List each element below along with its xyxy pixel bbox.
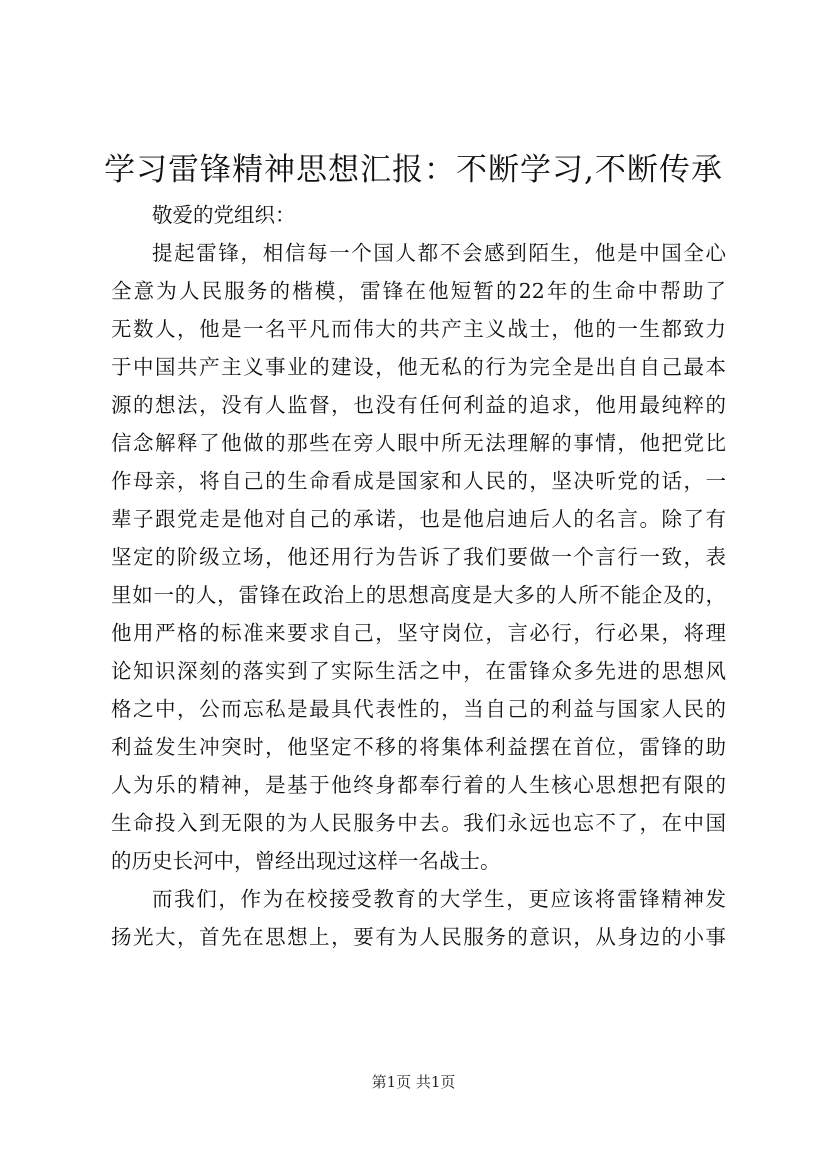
salutation: 敬爱的党组织： [152, 203, 296, 227]
paragraph-line: 他用严格的标准来要求自己，坚守岗位，言必行，行必果，将理 [111, 621, 726, 645]
paragraph-line: 利益发生冲突时，他坚定不移的将集体利益摆在首位，雷锋的助 [111, 735, 726, 759]
paragraph-1 [111, 234, 726, 880]
page-footer [0, 1072, 827, 1092]
paragraph-line: 源的想法，没有人监督，也没有任何利益的追求，他用最纯粹的 [111, 393, 726, 417]
paragraph-line: 辈子跟党走是他对自己的承诺，也是他启迪后人的名言。除了有 [111, 507, 726, 531]
paragraph-line: 无数人，他是一名平凡而伟大的共产主义战士，他的一生都致力 [111, 317, 726, 341]
paragraph-line: 格之中，公而忘私是最具代表性的，当自己的利益与国家人民的 [111, 697, 726, 721]
page-number-label: 第1页 共1页 [371, 1073, 456, 1091]
paragraph-line: 人为乐的精神，是基于他终身都奉行着的人生核心思想把有限的 [111, 773, 726, 797]
paragraph-2 [111, 880, 726, 956]
document-title: 学习雷锋精神思想汇报：不断学习,不断传承 [104, 152, 723, 188]
paragraph-line: 坚定的阶级立场，他还用行为告诉了我们要做一个言行一致，表 [111, 545, 726, 569]
paragraph-line: 于中国共产主义事业的建设，他无私的行为完全是出自自己最本 [111, 355, 726, 379]
paragraph-line: 而我们，作为在校接受教育的大学生，更应该将雷锋精神发 [152, 887, 726, 911]
paragraph-line: 作母亲，将自己的生命看成是国家和人民的，坚决听党的话，一 [111, 469, 726, 493]
paragraph-line: 的历史长河中，曾经出现过这样一名战士。 [111, 849, 501, 873]
paragraph-line: 全意为人民服务的楷模，雷锋在他短暂的22年的生命中帮助了 [111, 279, 726, 303]
paragraph-line: 生命投入到无限的为人民服务中去。我们永远也忘不了，在中国 [111, 811, 726, 835]
paragraph-line: 提起雷锋，相信每一个国人都不会感到陌生，他是中国全心 [152, 241, 726, 265]
paragraph-line: 扬光大，首先在思想上，要有为人民服务的意识，从身边的小事 [111, 925, 726, 949]
paragraph-line: 里如一的人，雷锋在政治上的思想高度是大多的人所不能企及的， [111, 583, 726, 607]
document-body [111, 196, 726, 956]
paragraph-line: 信念解释了他做的那些在旁人眼中所无法理解的事情，他把党比 [111, 431, 726, 455]
paragraph-line: 论知识深刻的落实到了实际生活之中，在雷锋众多先进的思想风 [111, 659, 726, 683]
